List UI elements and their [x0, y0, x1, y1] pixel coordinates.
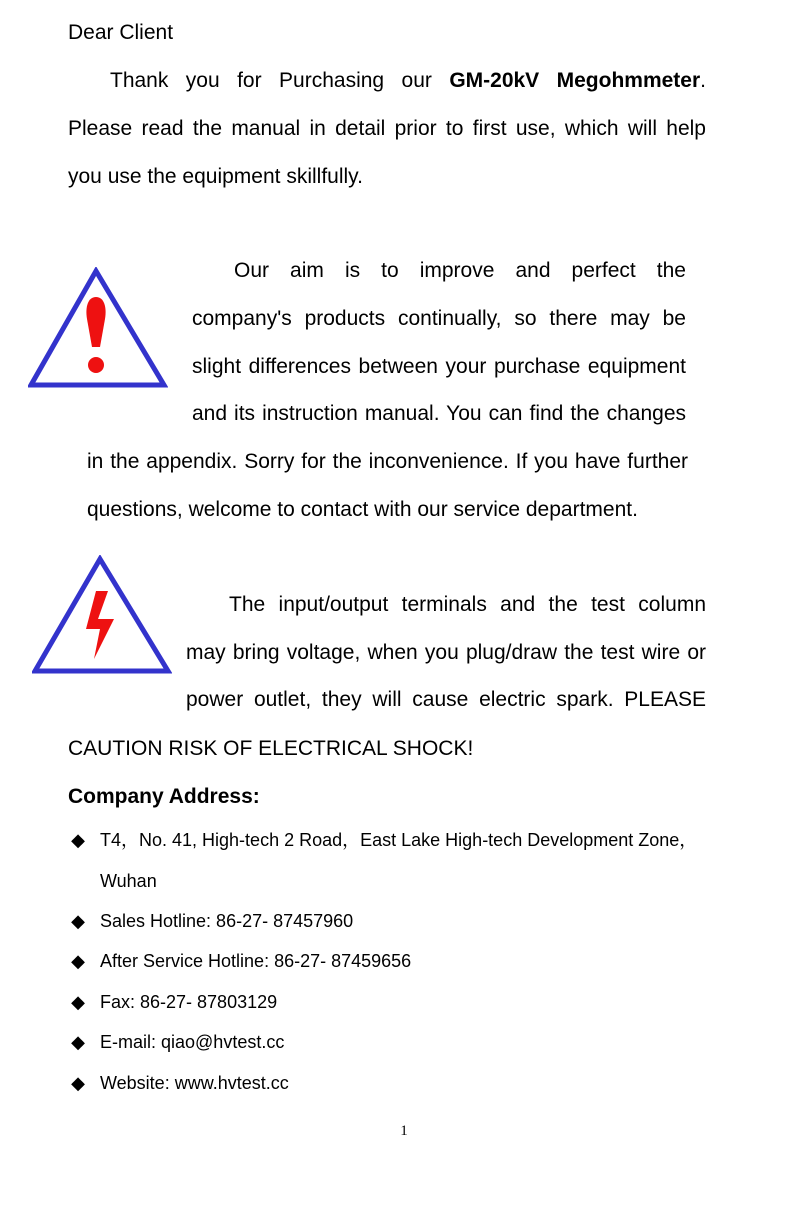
after-service-hotline: After Service Hotline: 86-27- 87459656: [100, 951, 412, 971]
electric-shock-warning-icon: [32, 555, 172, 682]
intro-period: .: [700, 69, 706, 92]
product-name: GM-20kV Megohmmeter: [449, 69, 701, 92]
company-heading: Company Address:: [68, 785, 260, 808]
notice1-line-3: slight differences between your purchase equipment: [192, 355, 686, 378]
notice1-line-4: and its instruction manual. You can find the changes: [192, 402, 686, 425]
page-number: 1: [400, 1123, 408, 1139]
address-line-1: T4，No. 41, High-tech 2 Road，East Lake High-tech Development Zone，: [100, 830, 698, 850]
notice1-line-5: in the appendix. Sorry for the inconvenience. If you have further: [87, 450, 688, 473]
notice2-line-2: may bring voltage, when you plug/draw the test wire or: [186, 641, 706, 664]
intro-line-2: Please read the manual in detail prior to first use, which will help: [68, 117, 706, 140]
website-link[interactable]: Website: www.hvtest.cc: [100, 1073, 289, 1093]
sales-hotline: Sales Hotline: 86-27- 87457960: [100, 911, 354, 931]
bullet-icon: ◆: [71, 951, 85, 971]
notice1-line-6: questions, welcome to contact with our service department.: [87, 498, 638, 521]
greeting: Dear Client: [68, 21, 174, 44]
address-line-2: Wuhan: [100, 871, 157, 891]
bullet-icon: ◆: [71, 1073, 85, 1093]
notice2-line-4: CAUTION RISK OF ELECTRICAL SHOCK!: [68, 737, 474, 760]
notice1-line-2: company's products continually, so there may be: [192, 307, 686, 330]
intro-text: Thank you for Purchasing our: [110, 69, 450, 92]
bullet-icon: ◆: [71, 1032, 85, 1052]
exclamation-warning-icon: [28, 267, 168, 394]
bullet-icon: ◆: [71, 911, 85, 931]
bullet-icon: ◆: [71, 992, 85, 1012]
email-link[interactable]: E-mail: qiao@hvtest.cc: [100, 1032, 285, 1052]
notice2-line-3: power outlet, they will cause electric spark. PLEASE: [186, 688, 706, 711]
notice1-line-1: Our aim is to improve and perfect the: [234, 259, 686, 282]
intro-line-3: you use the equipment skillfully.: [68, 165, 363, 188]
intro-line-1: [110, 69, 706, 93]
bullet-icon: ◆: [71, 830, 85, 850]
fax-number: Fax: 86-27- 87803129: [100, 992, 278, 1012]
notice2-line-1: The input/output terminals and the test column: [229, 593, 706, 616]
